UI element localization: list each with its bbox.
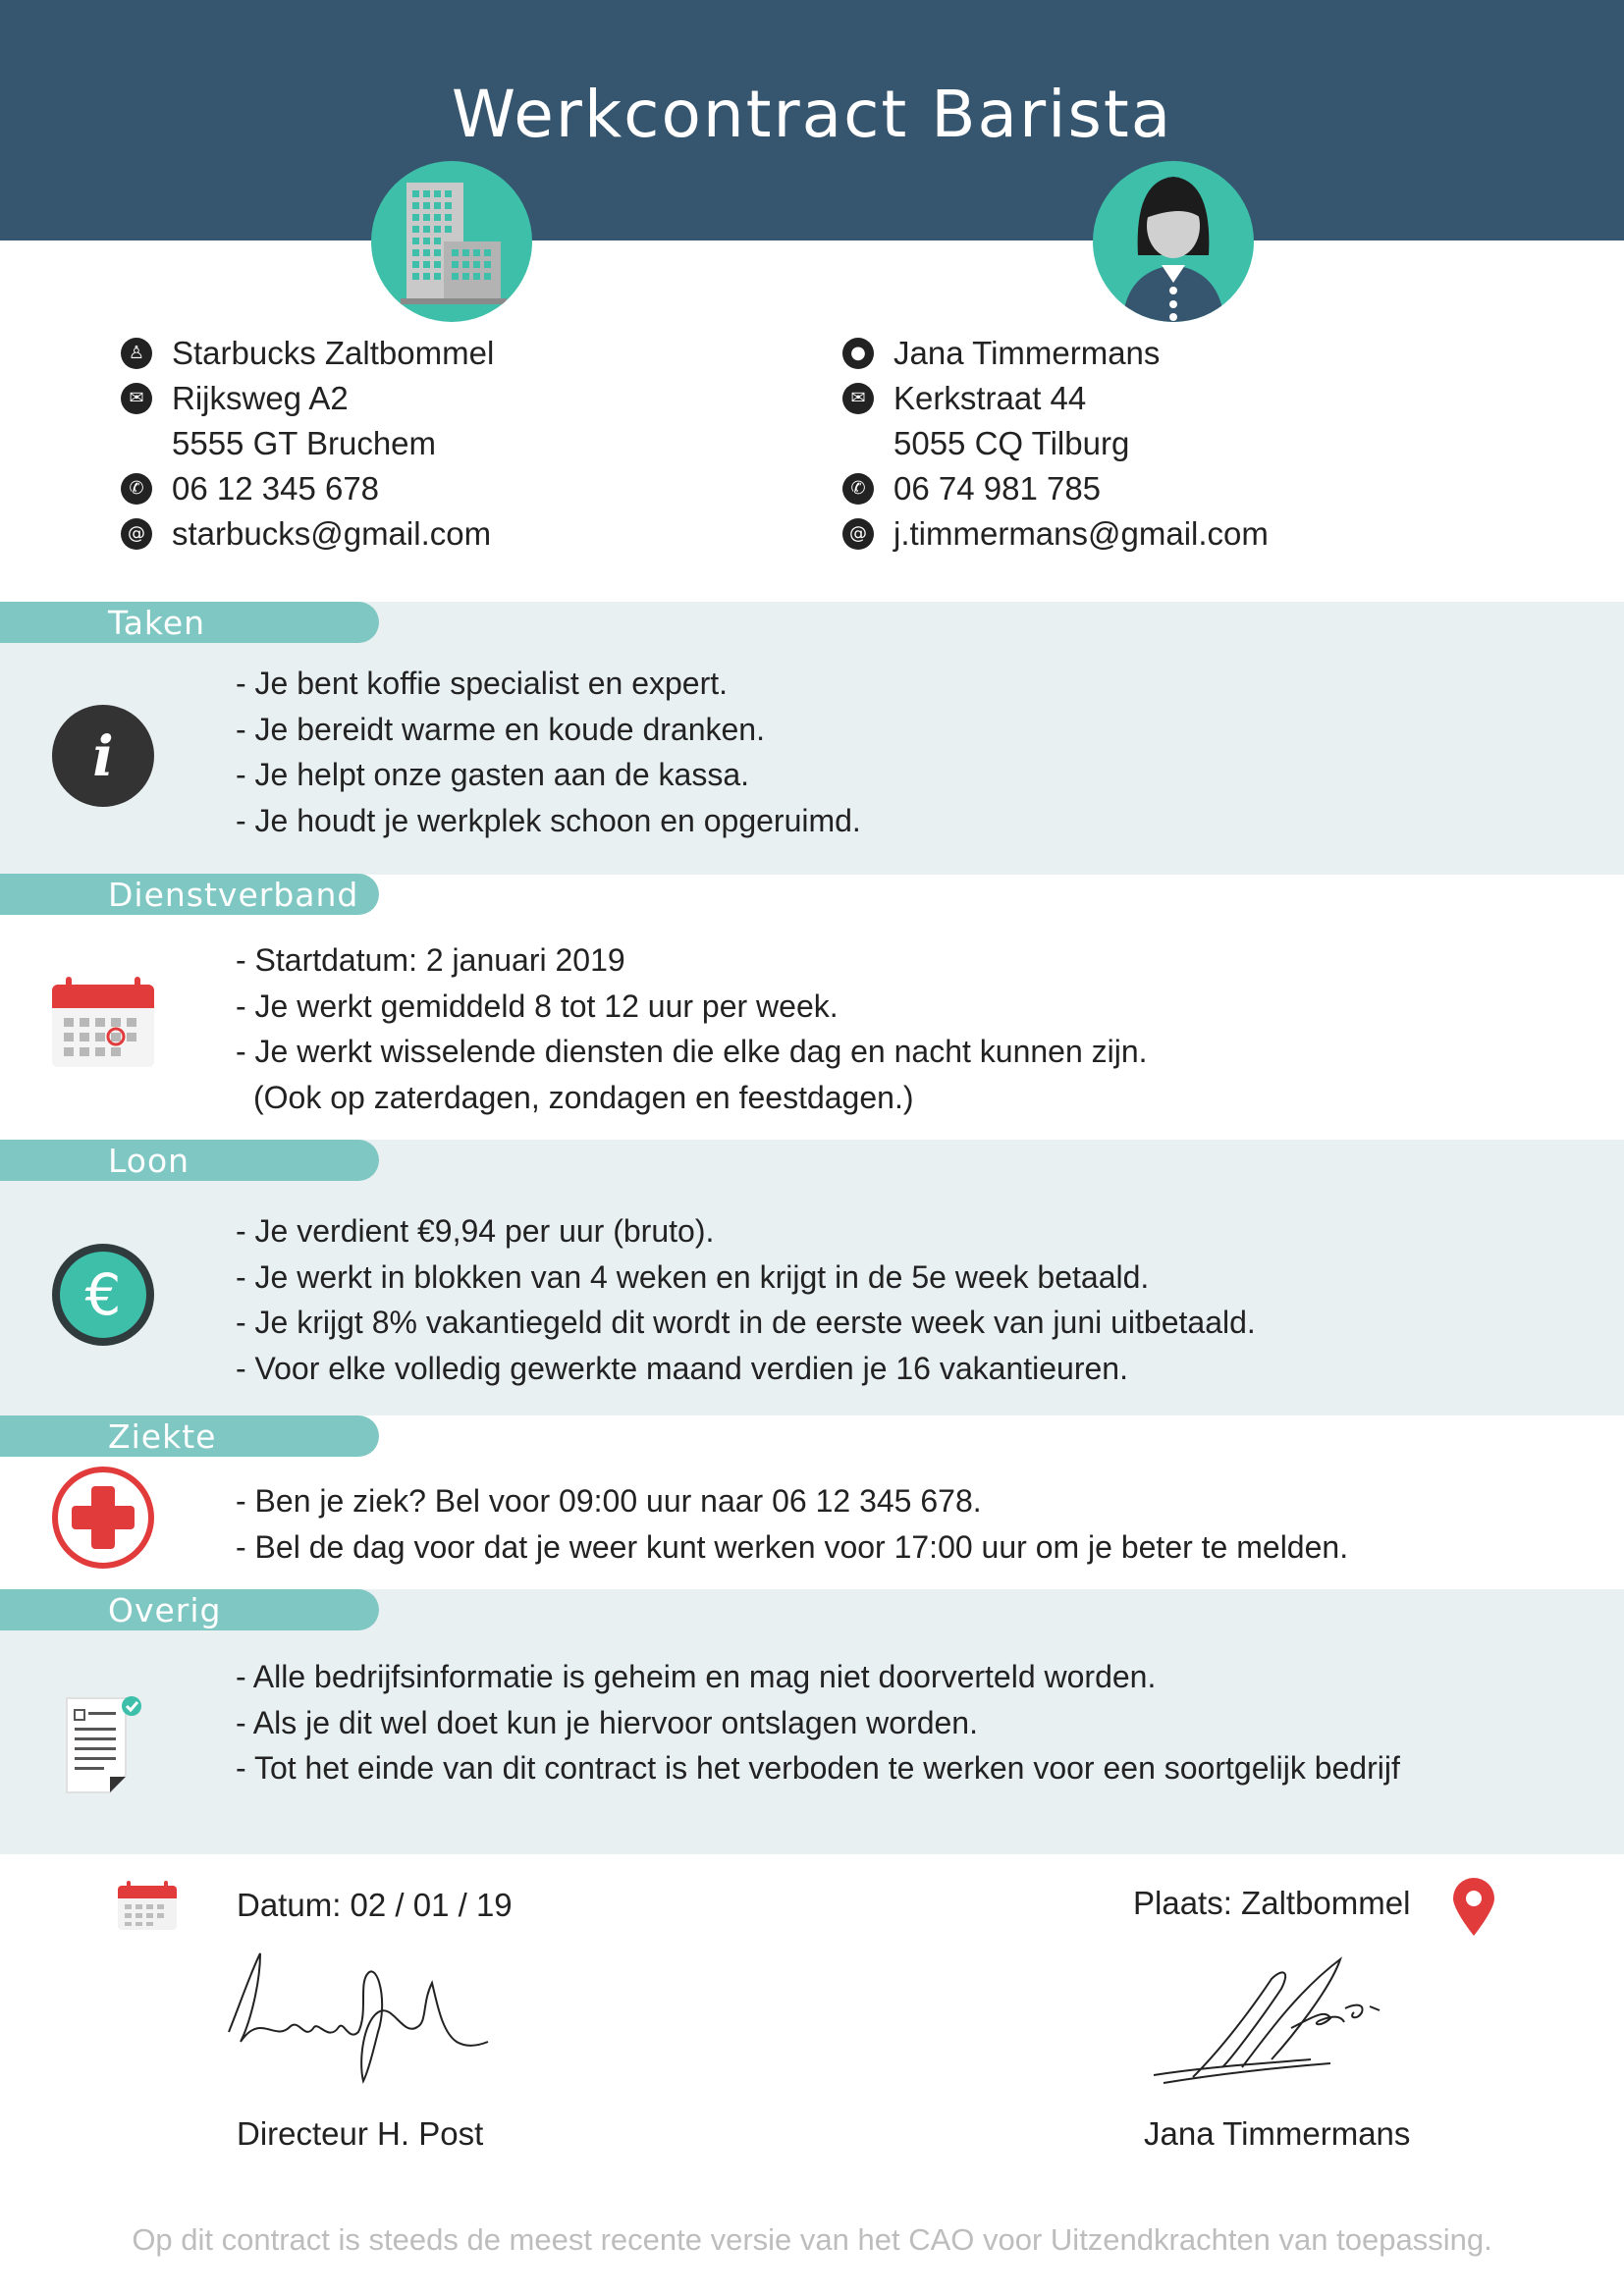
svg-text:i: i <box>92 724 114 789</box>
list-item: - Je houdt je werkplek schoon en opgeruimd. <box>236 802 861 838</box>
document-check-icon <box>63 1694 145 1796</box>
employee-phone: 06 74 981 785 <box>893 470 1102 507</box>
building-icon <box>371 161 532 322</box>
employer-phone: 06 12 345 678 <box>172 470 380 507</box>
svg-text:€: € <box>84 1261 122 1328</box>
section-title-overig: Overig <box>108 1591 222 1629</box>
calendar-small-icon <box>118 1881 177 1930</box>
list-item: - Voor elke volledig gewerkte maand verdien je 16 vakantieuren. <box>236 1350 1128 1386</box>
employer-postal: 5555 GT Bruchem <box>172 425 437 461</box>
section-title-taken: Taken <box>108 604 206 642</box>
cao-footnote: Op dit contract is steeds de meest recente versie van het CAO voor Uitzendkrachten van toepassing. <box>132 2222 1492 2257</box>
at-icon: @ <box>842 518 874 550</box>
section-lines-loon <box>236 1208 1256 1391</box>
list-item: - Bel de dag voor dat je weer kunt werken voor 17:00 uur om je beter te melden. <box>236 1528 1349 1565</box>
section-tab-overig <box>0 1589 379 1630</box>
section-lines-taken <box>236 661 861 843</box>
employer-street: Rijksweg A2 <box>172 380 349 416</box>
list-item: - Je werkt wisselende diensten die elke dag en nacht kunnen zijn. <box>236 1034 1148 1069</box>
list-item: - Als je dit wel doet kun je hiervoor ontslagen worden. <box>236 1704 978 1740</box>
section-tab-loon <box>0 1140 379 1181</box>
employee-contact <box>849 331 1269 557</box>
employer-email-row <box>128 511 494 557</box>
phone-icon: ✆ <box>121 473 152 505</box>
section-lines-dienstverband <box>236 937 1148 1120</box>
list-item: - Je krijgt 8% vakantiegeld dit wordt in de eerste week van juni uitbetaald. <box>236 1305 1256 1340</box>
signer-director-name: Directeur H. Post <box>237 2115 484 2152</box>
section-tab-taken <box>0 602 379 643</box>
contract-date: Datum: 02 / 01 / 19 <box>237 1887 513 1923</box>
medical-cross-icon <box>52 1467 154 1569</box>
euro-icon <box>52 1244 154 1346</box>
signature-employee <box>1144 1949 1419 2087</box>
location-pin-icon <box>1451 1877 1496 1938</box>
list-item: (Ook op zaterdagen, zondagen en feestdagen.) <box>253 1079 914 1115</box>
list-item: - Je helpt onze gasten aan de kassa. <box>236 757 750 792</box>
list-item: - Je verdient €9,94 per uur (bruto). <box>236 1213 715 1249</box>
calendar-icon <box>52 977 154 1067</box>
user-icon: ● <box>842 338 874 369</box>
signature-director <box>221 1944 496 2091</box>
list-item: - Je bereidt warme en koude dranken. <box>236 711 765 747</box>
section-tab-ziekte <box>0 1415 379 1457</box>
mail-icon: ✉ <box>121 383 152 414</box>
employee-email: j.timmermans@gmail.com <box>893 515 1269 552</box>
info-icon <box>52 705 154 807</box>
list-item: - Je werkt gemiddeld 8 tot 12 uur per week. <box>236 988 839 1024</box>
employee-street-row <box>850 376 1269 421</box>
employer-phone-row <box>129 466 494 511</box>
list-item: - Tot het einde van dit contract is het verboden te werken voor een soortgelijk bedrijf <box>236 1750 1400 1786</box>
employee-postal-row <box>893 421 1269 466</box>
list-item: - Alle bedrijfsinformatie is geheim en mag niet doorverteld worden. <box>236 1659 1157 1694</box>
employer-name: Starbucks Zaltbommel <box>172 335 495 371</box>
employee-email-row <box>849 511 1269 557</box>
list-item: - Je bent koffie specialist en expert. <box>236 666 729 701</box>
employee-phone-row <box>850 466 1269 511</box>
section-title-loon: Loon <box>108 1142 190 1180</box>
employer-postal-row <box>172 421 494 466</box>
employee-name: Jana Timmermans <box>893 335 1161 371</box>
employer-contact <box>128 331 495 557</box>
phone-icon: ✆ <box>842 473 874 505</box>
employer-name-row <box>128 331 495 376</box>
section-title-ziekte: Ziekte <box>108 1417 217 1456</box>
at-icon: @ <box>121 518 152 550</box>
employee-street: Kerkstraat 44 <box>893 380 1087 416</box>
employer-street-row <box>129 376 494 421</box>
section-lines-overig <box>236 1654 1400 1791</box>
employee-name-row <box>850 331 1269 376</box>
page-title: Werkcontract Barista <box>451 77 1173 152</box>
section-tab-dienstverband <box>0 874 379 915</box>
contract-place: Plaats: Zaltbommel <box>1133 1885 1411 1921</box>
mail-icon: ✉ <box>842 383 874 414</box>
list-item: - Ben je ziek? Bel voor 09:00 uur naar 06 12 345 678. <box>236 1483 982 1519</box>
list-item: - Startdatum: 2 januari 2019 <box>236 942 625 978</box>
section-lines-ziekte <box>236 1478 1348 1570</box>
employer-email: starbucks@gmail.com <box>172 515 492 552</box>
signer-employee-name: Jana Timmermans <box>1144 2115 1411 2152</box>
tie-icon: ♙ <box>121 338 152 369</box>
employee-postal: 5055 CQ Tilburg <box>893 425 1130 461</box>
section-title-dienstverband: Dienstverband <box>108 876 359 914</box>
person-avatar-icon <box>1093 161 1254 322</box>
list-item: - Je werkt in blokken van 4 weken en krijgt in de 5e week betaald. <box>236 1258 1150 1295</box>
